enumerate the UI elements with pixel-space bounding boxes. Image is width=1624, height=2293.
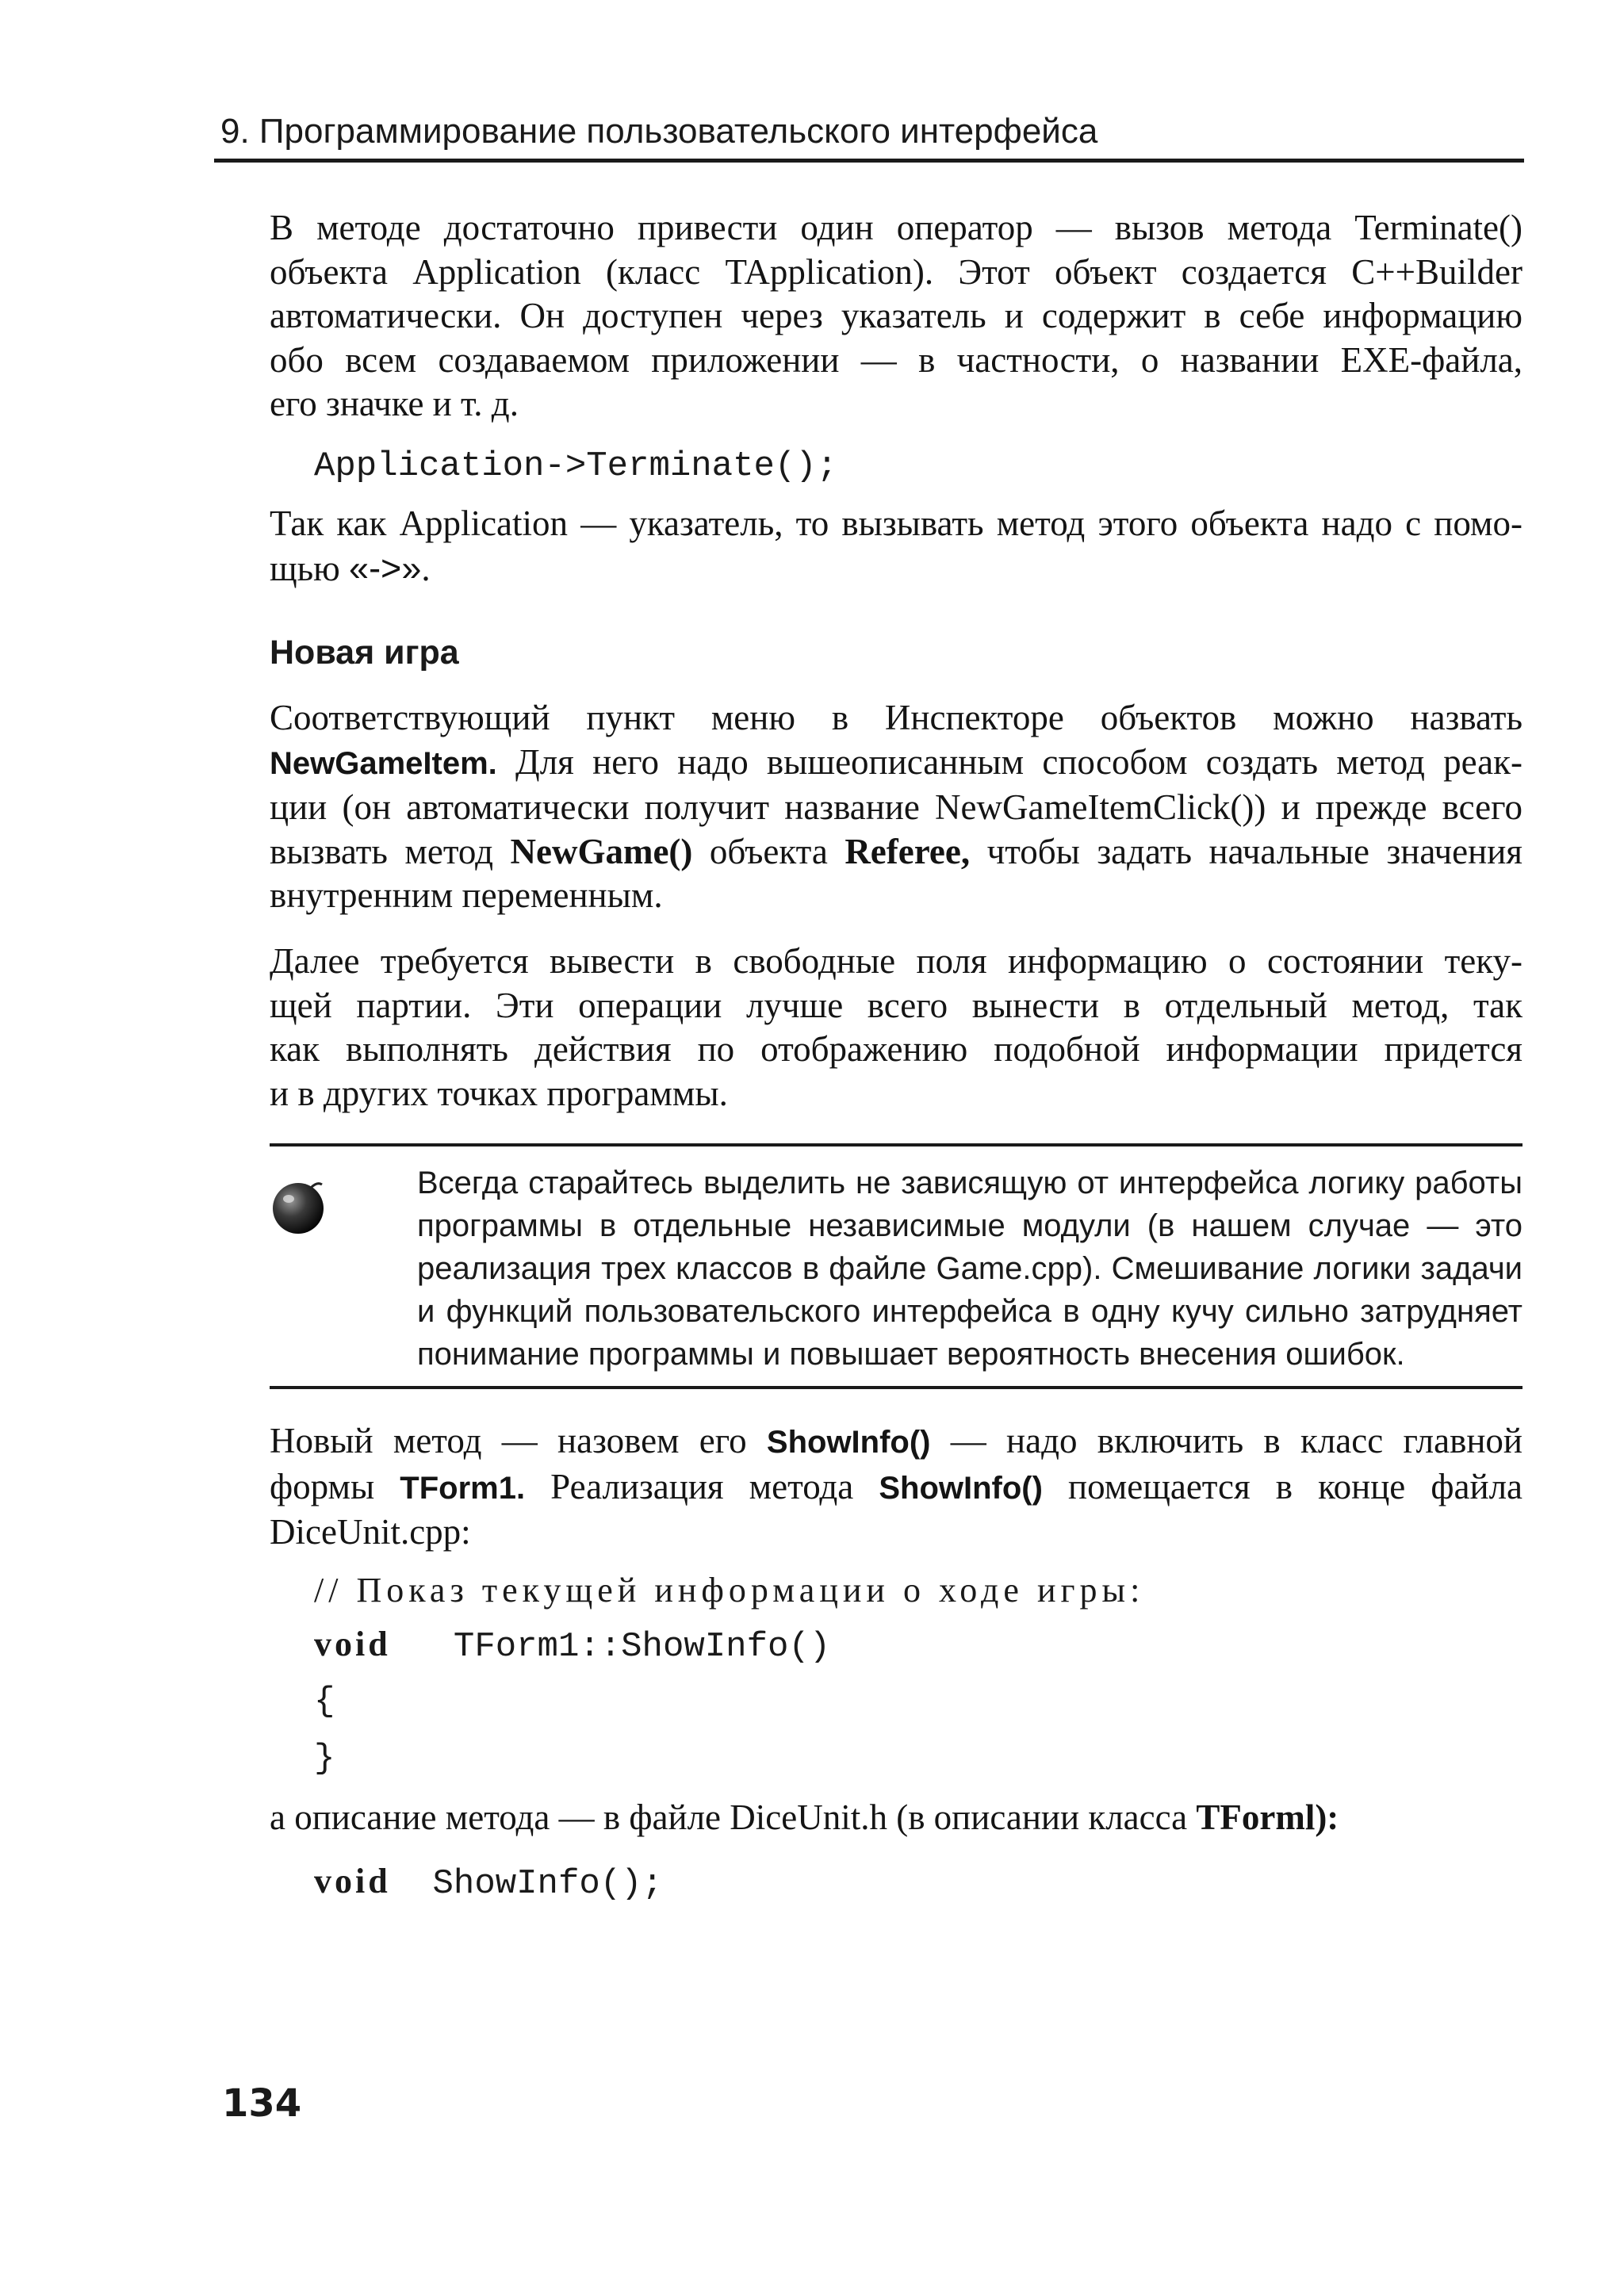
menu-item-name: NewGameItem. bbox=[270, 745, 497, 781]
paragraph-pointer-note bbox=[270, 502, 1522, 591]
text-span: вызвать метод bbox=[270, 831, 511, 871]
paragraph-line: его значке и т. д. bbox=[270, 384, 519, 423]
paragraph-line: щей партии. Эти операции лучше всего вынести в отдельный метод, так bbox=[270, 985, 1522, 1025]
paragraph-line bbox=[270, 741, 1522, 787]
paragraph-line: ции (он автоматически получит название NewGameItemClick()) и прежде всего bbox=[270, 787, 1522, 827]
arrow-operator: «->» bbox=[349, 547, 422, 588]
paragraph-line: и в других точках программы. bbox=[270, 1073, 728, 1113]
paragraph-line: Далее требуется вывести в свободные поля информацию о состоянии теку- bbox=[270, 941, 1522, 981]
paragraph-line: внутренним переменным. bbox=[270, 875, 663, 915]
bomb-icon bbox=[266, 1175, 330, 1238]
paragraph-header-decl bbox=[270, 1796, 1339, 1840]
text-span: объекта bbox=[692, 831, 845, 871]
note-text bbox=[417, 1162, 1522, 1376]
text-span: . bbox=[421, 548, 431, 588]
note-line: программы в отдельные независимые модули (в нашем случае — это bbox=[417, 1208, 1522, 1243]
keyword-void: void bbox=[314, 1862, 391, 1901]
paragraph-line: Так как Application — указатель, то вызывать метод этого объекта надо с помо- bbox=[270, 503, 1522, 543]
section-heading: Новая игра bbox=[270, 634, 459, 672]
paragraph-show-info bbox=[270, 1419, 1522, 1555]
paragraph-line: DiceUnit.cpp: bbox=[270, 1512, 471, 1552]
note-bottom-rule bbox=[270, 1386, 1522, 1389]
paragraph-terminate bbox=[270, 206, 1522, 427]
code-terminate: Application->Terminate(); bbox=[314, 446, 838, 486]
paragraph-line bbox=[270, 546, 1522, 591]
note-line: понимание программы и повышает вероятность внесения ошибок. bbox=[417, 1337, 1405, 1372]
code-open-brace: { bbox=[314, 1682, 335, 1721]
note-line: реализация трех классов в файле Game.cpp). Смешивание логики задачи bbox=[417, 1251, 1522, 1286]
paragraph-line bbox=[270, 1419, 1522, 1465]
note-line: и функций пользовательского интерфейса в одну кучу сильно затрудняет bbox=[417, 1294, 1522, 1329]
method-name: ShowInfo() bbox=[766, 1425, 931, 1460]
comment-text: // Показ текущей информации о ходе игры: bbox=[314, 1571, 1145, 1610]
text-span: формы bbox=[270, 1466, 400, 1506]
method-name: ShowInfo() bbox=[879, 1470, 1043, 1506]
text-span: помещается в конце файла bbox=[1042, 1466, 1522, 1506]
page-number: 134 bbox=[222, 2081, 302, 2126]
note-line: Всегда старайтесь выделить не зависящую от интерфейса логику работы bbox=[417, 1166, 1522, 1200]
paragraph-line: обо всем создаваемом приложении — в частности, о названии EXE-файла, bbox=[270, 339, 1522, 380]
text-span: Новый метод — назовем его bbox=[270, 1421, 767, 1460]
code-signature bbox=[314, 1622, 830, 1669]
header-rule bbox=[214, 159, 1524, 163]
method-name: NewGame() bbox=[510, 831, 693, 871]
code-declaration bbox=[314, 1859, 663, 1906]
paragraph-display-info bbox=[270, 940, 1522, 1116]
keyword-void: void bbox=[314, 1625, 391, 1663]
paragraph-line bbox=[270, 830, 1522, 875]
paragraph-line: В методе достаточно привести один оператор — вызов метода Terminate() bbox=[270, 208, 1522, 247]
code-comment bbox=[314, 1568, 1144, 1615]
paragraph-new-game-item bbox=[270, 696, 1522, 918]
paragraph-line bbox=[270, 1465, 1522, 1511]
text-span: чтобы задать начальные значения bbox=[970, 831, 1522, 871]
method-signature: TForm1::ShowInfo() bbox=[453, 1627, 831, 1667]
text-span: Для него надо вышеописанным способом создать метод реак- bbox=[496, 741, 1522, 782]
object-name: Referee, bbox=[845, 831, 971, 871]
text-span: Реализация метода bbox=[525, 1466, 879, 1506]
method-declaration: ShowInfo(); bbox=[432, 1864, 663, 1904]
paragraph-line: как выполнять действия по отображению подобной информации придется bbox=[270, 1029, 1522, 1069]
code-close-brace: } bbox=[314, 1739, 335, 1778]
running-header: 9. Программирование пользовательского интерфейса bbox=[220, 112, 1098, 151]
class-name: TForml): bbox=[1196, 1797, 1339, 1837]
paragraph-line: объекта Application (класс TApplication). Этот объект создается C++Builder bbox=[270, 251, 1522, 292]
text-span: а описание метода — в файле DiceUnit.h (в описании класса bbox=[270, 1797, 1197, 1837]
class-name: TForm1. bbox=[400, 1470, 526, 1506]
text-span: щью bbox=[270, 548, 350, 588]
paragraph-line: Соответствующий пункт меню в Инспекторе объектов можно назвать bbox=[270, 698, 1522, 737]
text-span: — надо включить в класс главной bbox=[930, 1421, 1522, 1460]
note-top-rule bbox=[270, 1143, 1522, 1146]
paragraph-line: автоматически. Он доступен через указатель и содержит в себе информацию bbox=[270, 296, 1522, 335]
